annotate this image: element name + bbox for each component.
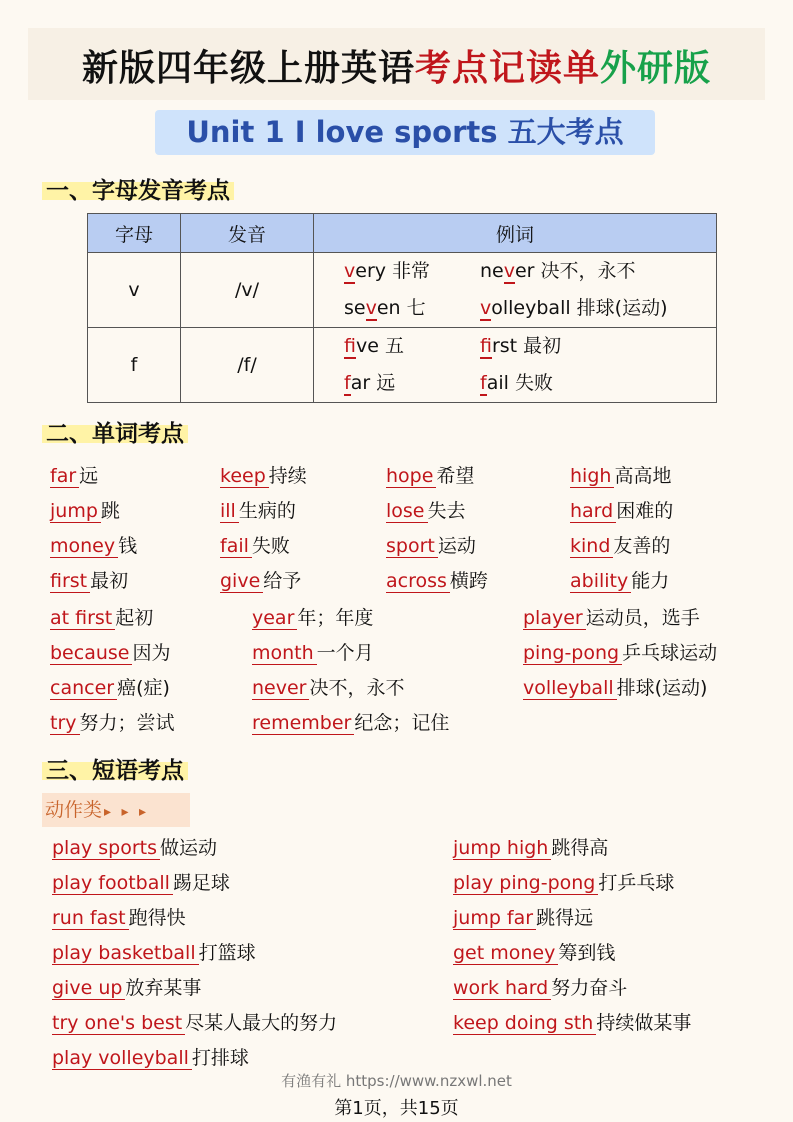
example-text: se	[344, 297, 366, 319]
example-line	[344, 290, 716, 327]
highlighted-letter: f	[480, 335, 492, 357]
word-item-en: cancer	[50, 677, 117, 700]
word-item	[570, 461, 671, 488]
phrase-item-en: jump high	[453, 837, 551, 860]
word-item-zh: 远	[79, 465, 99, 487]
phrase-item-en: play football	[52, 872, 173, 895]
word-item-zh: 年；年度	[297, 607, 374, 629]
word-item-zh: 最初	[90, 570, 129, 592]
word-item-zh: 希望	[436, 465, 475, 487]
highlighted-letter: f	[344, 335, 356, 357]
phrase-item	[52, 868, 230, 895]
word-item	[386, 496, 466, 523]
word-item-zh: 纪念；记住	[354, 712, 450, 734]
phrase-item-zh: 努力奋斗	[551, 977, 628, 999]
phrase-item-en: keep doing sth	[453, 1012, 596, 1035]
example-text: en 七	[376, 297, 426, 319]
word-item-zh: 能力	[631, 570, 670, 592]
word-item-en: kind	[570, 535, 613, 558]
phrase-item-zh: 跳得远	[536, 907, 594, 929]
highlighted-letter: v	[503, 260, 515, 282]
word-item-en: year	[252, 607, 297, 630]
example-line	[344, 328, 716, 365]
word-item-zh: 一个月	[316, 642, 374, 664]
word-item	[220, 566, 301, 593]
phrase-item-en: jump far	[453, 907, 536, 930]
letter-cell: f	[88, 328, 181, 403]
phrase-item	[52, 938, 256, 965]
word-item	[50, 461, 98, 488]
phrase-item-zh: 踢足球	[172, 872, 230, 894]
table-row	[88, 328, 717, 403]
word-item-zh: 高高地	[614, 465, 672, 487]
word-item	[386, 461, 474, 488]
word-item-en: keep	[220, 465, 269, 488]
phrase-item-en: play ping-pong	[453, 872, 598, 895]
section-heading-words: 二、单词考点	[42, 415, 188, 448]
word-item-zh: 生病的	[238, 500, 296, 522]
phrase-item-en: play sports	[52, 837, 160, 860]
word-item-en: hope	[386, 465, 436, 488]
phrase-item	[453, 903, 593, 930]
phrase-item	[453, 973, 627, 1000]
word-item	[386, 566, 488, 593]
phrase-item-zh: 做运动	[160, 837, 218, 859]
word-item-en: player	[523, 607, 586, 630]
word-item	[50, 566, 128, 593]
word-item-zh: 横跨	[449, 570, 488, 592]
highlighted-letter: v	[365, 297, 377, 319]
example-word	[480, 328, 561, 365]
tag-label: 动作类	[45, 799, 103, 821]
word-item-zh: 努力；尝试	[79, 712, 175, 734]
example-text: er 决不，永不	[514, 260, 636, 282]
example-line	[344, 365, 716, 402]
title-part-edition: 外研版	[600, 48, 712, 89]
word-item-en: sport	[386, 535, 438, 558]
page-title	[0, 40, 793, 91]
word-item	[220, 531, 290, 558]
word-item-zh: 失去	[427, 500, 466, 522]
arrow-icons: ▸ ▸ ▸	[104, 804, 149, 820]
word-item-en: high	[570, 465, 614, 488]
example-word	[344, 328, 480, 365]
example-text: olleyball 排球(运动)	[491, 297, 668, 319]
word-item	[50, 638, 171, 665]
word-item-zh: 决不，永不	[309, 677, 405, 699]
phrase-item-en: play volleyball	[52, 1047, 192, 1070]
word-item	[50, 496, 120, 523]
phrase-item-zh: 打排球	[191, 1047, 249, 1069]
phrase-item	[52, 1008, 337, 1035]
example-word	[344, 253, 480, 290]
word-item-en: month	[252, 642, 317, 665]
phrase-item-zh: 跳得高	[551, 837, 609, 859]
word-item-zh: 困难的	[616, 500, 674, 522]
header-examples: 例词	[314, 214, 717, 253]
phrase-item	[453, 1008, 691, 1035]
example-word	[344, 365, 480, 402]
category-tag-actions	[42, 793, 190, 827]
phrase-item	[453, 938, 615, 965]
phrase-item-zh: 尽某人最大的努力	[185, 1012, 338, 1034]
highlighted-letter: v	[480, 297, 492, 319]
word-item-en: fail	[220, 535, 252, 558]
word-item-zh: 因为	[132, 642, 171, 664]
sound-cell: /f/	[181, 328, 314, 403]
word-item	[50, 603, 153, 630]
title-part-grade: 新版四年级上册英语	[81, 48, 415, 89]
phrase-item-en: give up	[52, 977, 125, 1000]
word-item-en: lose	[386, 500, 428, 523]
phonics-table	[87, 213, 717, 403]
word-item-zh: 给予	[263, 570, 302, 592]
word-item-zh: 癌(症)	[117, 677, 170, 699]
word-item-zh: 友善的	[613, 535, 671, 557]
word-item-zh: 乒乓球运动	[622, 642, 718, 664]
example-word	[344, 290, 480, 327]
word-item	[252, 708, 449, 735]
word-item-en: money	[50, 535, 118, 558]
word-item-en: ill	[220, 500, 239, 523]
example-text: ail 失败	[486, 372, 553, 394]
phrase-item-en: try one's best	[52, 1012, 185, 1035]
phrase-item-zh: 打乒乓球	[598, 872, 675, 894]
word-item-zh: 跳	[100, 500, 120, 522]
phrase-item-zh: 持续做某事	[596, 1012, 692, 1034]
word-item	[523, 603, 700, 630]
word-item	[386, 531, 476, 558]
examples-cell	[314, 253, 717, 328]
highlighted-letter: f	[344, 372, 351, 394]
word-item-en: because	[50, 642, 132, 665]
word-item	[50, 708, 175, 735]
footer-watermark: 有渔有礼 https://www.nzxwl.net	[281, 1072, 512, 1090]
word-item-en: remember	[252, 712, 354, 735]
example-text: irst 最初	[491, 335, 562, 357]
word-item-zh: 起初	[115, 607, 154, 629]
word-item	[252, 673, 405, 700]
phrase-item	[453, 868, 674, 895]
phrase-item	[52, 973, 201, 1000]
word-item	[50, 531, 137, 558]
sound-cell: /v/	[181, 253, 314, 328]
word-item-en: far	[50, 465, 79, 488]
word-item-en: never	[252, 677, 309, 700]
word-item-en: hard	[570, 500, 616, 523]
header-letter: 字母	[88, 214, 181, 253]
word-item-en: give	[220, 570, 263, 593]
word-item-zh: 失败	[251, 535, 290, 557]
letter-cell: v	[88, 253, 181, 328]
header-sound: 发音	[181, 214, 314, 253]
phrase-item-en: play basketball	[52, 942, 199, 965]
phrase-item-zh: 放弃某事	[125, 977, 202, 999]
word-item	[570, 531, 670, 558]
word-item-en: try	[50, 712, 80, 735]
word-item-en: jump	[50, 500, 101, 523]
highlighted-letter: v	[344, 260, 356, 282]
word-item-en: ability	[570, 570, 631, 593]
examples-cell	[314, 328, 717, 403]
word-item	[50, 673, 170, 700]
word-item-zh: 运动员，选手	[585, 607, 700, 629]
example-text: ery 非常	[355, 260, 431, 282]
word-item-en: across	[386, 570, 450, 593]
word-item-en: at first	[50, 607, 115, 630]
word-item-en: volleyball	[523, 677, 617, 700]
word-item-en: ping-pong	[523, 642, 622, 665]
word-item	[570, 496, 673, 523]
word-item-zh: 钱	[118, 535, 138, 557]
phrase-item	[52, 1043, 249, 1070]
table-row	[88, 253, 717, 328]
example-text: ar 远	[350, 372, 396, 394]
example-line	[344, 253, 716, 290]
word-item-zh: 排球(运动)	[616, 677, 708, 699]
word-item-zh: 运动	[437, 535, 476, 557]
example-word	[480, 253, 636, 290]
word-item	[220, 461, 307, 488]
phrase-item-en: work hard	[453, 977, 551, 1000]
phrase-item-en: run fast	[52, 907, 129, 930]
example-word	[480, 290, 668, 327]
highlighted-letter: f	[480, 372, 487, 394]
word-item-en: first	[50, 570, 90, 593]
word-item	[220, 496, 296, 523]
phrase-item	[52, 903, 186, 930]
phrase-item-zh: 打篮球	[198, 942, 256, 964]
word-item	[523, 673, 707, 700]
phrase-item-zh: 筹到钱	[558, 942, 616, 964]
phrase-item	[453, 833, 608, 860]
word-item-zh: 持续	[268, 465, 307, 487]
title-part-list: 考点记读单	[414, 48, 600, 89]
unit-title: Unit 1 I love sports 五大考点	[155, 110, 655, 155]
section-heading-phonics: 一、字母发音考点	[42, 172, 234, 205]
example-word	[480, 365, 553, 402]
example-text: ne	[480, 260, 504, 282]
page-number: 第1页，共15页	[334, 1098, 459, 1119]
word-item	[523, 638, 717, 665]
phrase-item	[52, 833, 217, 860]
word-item	[570, 566, 669, 593]
table-header-row	[88, 214, 717, 253]
phrase-item-zh: 跑得快	[128, 907, 186, 929]
example-text: ive 五	[355, 335, 404, 357]
section-heading-phrases: 三、短语考点	[42, 752, 188, 785]
phrase-item-en: get money	[453, 942, 558, 965]
word-item	[252, 638, 374, 665]
word-item	[252, 603, 373, 630]
